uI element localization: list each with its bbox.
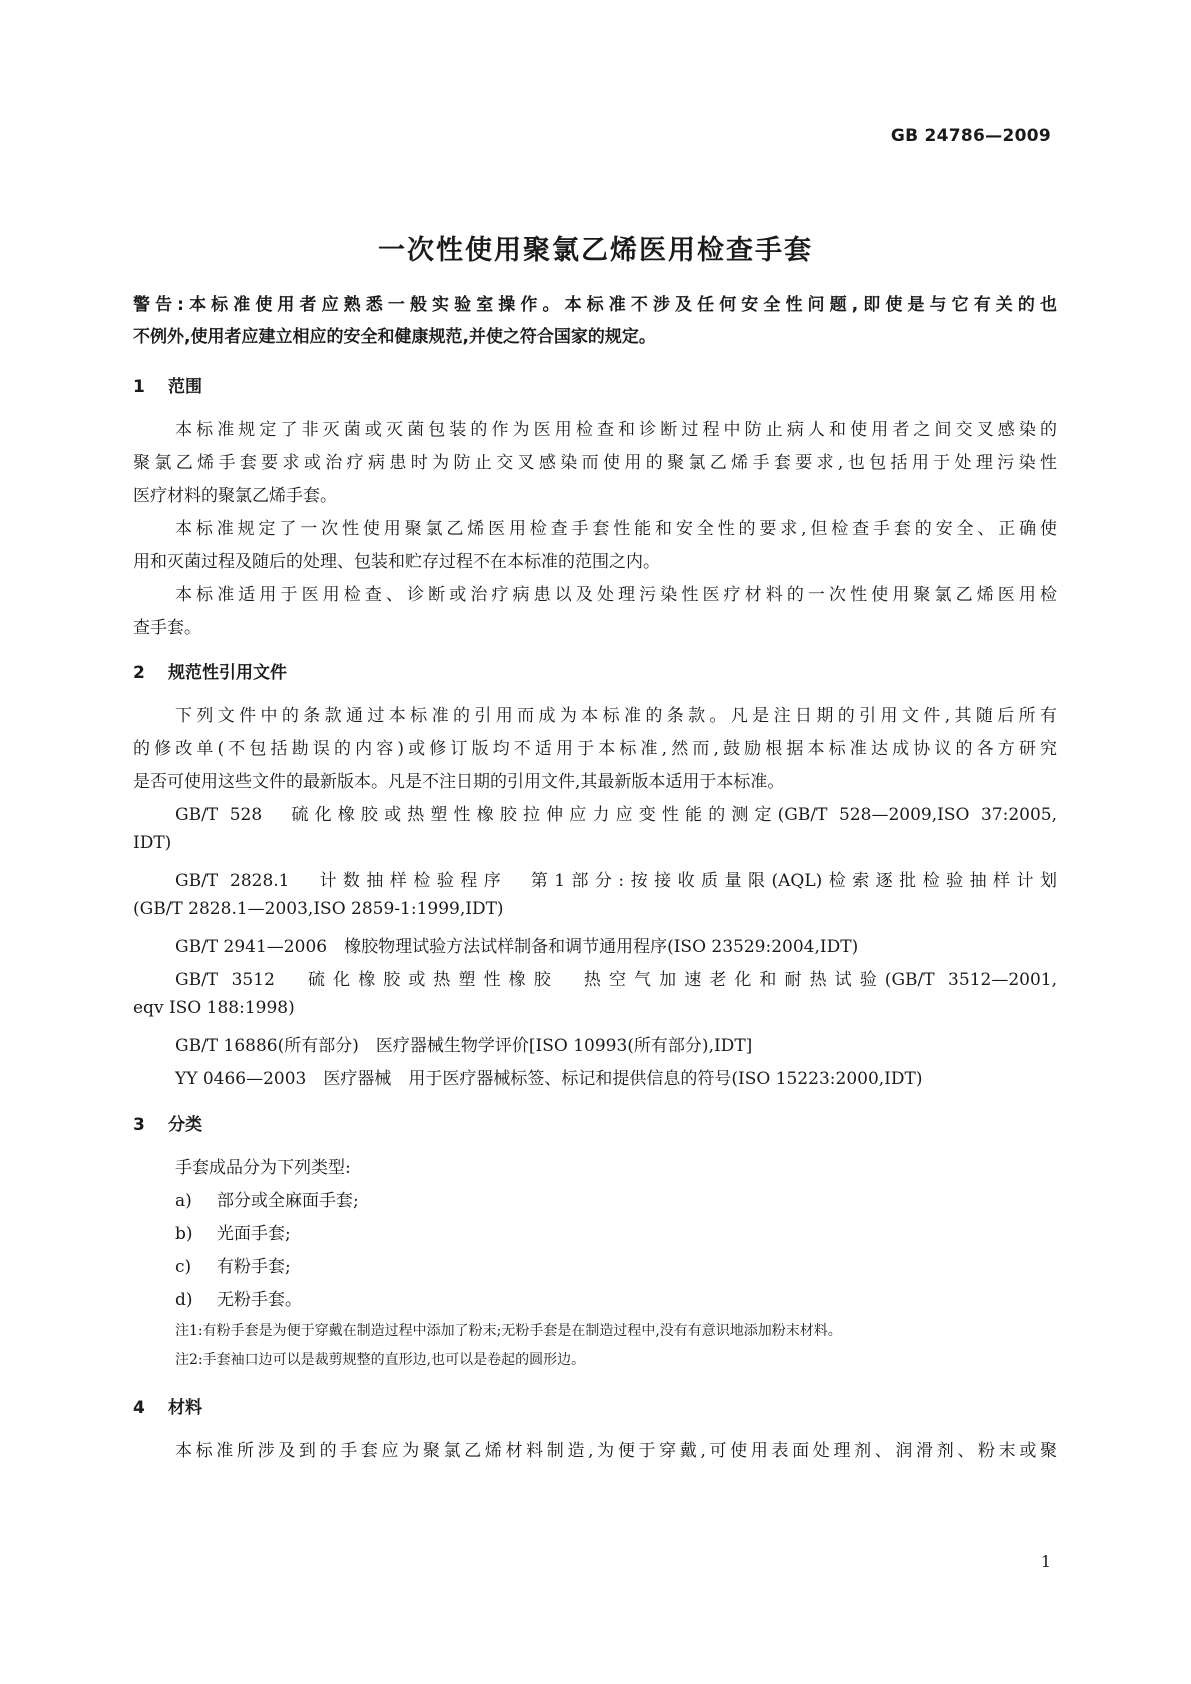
paragraph-line: 查手套。	[133, 618, 201, 638]
paragraph-line: 医疗材料的聚氯乙烯手套。	[133, 486, 337, 506]
paragraph-line: 用和灭菌过程及随后的处理、包装和贮存过程不在本标准的范围之内。	[133, 552, 660, 572]
reference-line: GB/T 2941—2006 橡胶物理试验方法试样制备和调节通用程序(ISO 23529:2004,IDT)	[175, 937, 859, 957]
paragraph-line: 的修改单(不包括勘误的内容)或修订版均不适用于本标准,然而,鼓励根据本标准达成协议的各方研究	[133, 739, 1057, 759]
reference-line: eqv ISO 188:1998)	[133, 998, 295, 1018]
list-item-text: 光面手套;	[217, 1224, 291, 1244]
section-title: 范围	[168, 377, 202, 397]
list-item-text: 部分或全麻面手套;	[217, 1191, 359, 1211]
reference-line: GB/T 3512 硫化橡胶或热塑性橡胶 热空气加速老化和耐热试验(GB/T 3512—2001,	[175, 970, 1057, 990]
list-item-label: d)	[175, 1290, 193, 1310]
note: 注2:手套袖口边可以是裁剪规整的直形边,也可以是卷起的圆形边。	[175, 1352, 586, 1368]
section-heading-scope	[133, 372, 202, 397]
section-heading-materials	[133, 1393, 202, 1418]
note: 注1:有粉手套是为便于穿戴在制造过程中添加了粉末;无粉手套是在制造过程中,没有有意识地添加粉末材料。	[175, 1323, 842, 1339]
page-number: 1	[1040, 1552, 1051, 1571]
reference-line: YY 0466—2003 医疗器械 用于医疗器械标签、标记和提供信息的符号(ISO 15223:2000,IDT)	[175, 1069, 923, 1089]
list-item-text: 无粉手套。	[217, 1290, 302, 1310]
section-title: 材料	[168, 1398, 202, 1418]
paragraph-line: 聚氯乙烯手套要求或治疗病患时为防止交叉感染而使用的聚氯乙烯手套要求,也包括用于处理污染性	[133, 453, 1057, 473]
list-item	[175, 1285, 302, 1310]
section-heading-classification	[133, 1110, 202, 1135]
section-number: 2	[133, 663, 145, 683]
section-heading-normative-references	[133, 658, 287, 683]
reference-line: (GB/T 2828.1—2003,ISO 2859-1:1999,IDT)	[133, 899, 504, 919]
section-number: 1	[133, 377, 145, 397]
section-number: 3	[133, 1115, 145, 1135]
reference-line: GB/T 2828.1 计数抽样检验程序 第1部分:按接收质量限(AQL)检索逐批检验抽样计划	[175, 871, 1057, 891]
list-item-text: 有粉手套;	[217, 1257, 291, 1277]
reference-line: GB/T 16886(所有部分) 医疗器械生物学评价[ISO 10993(所有部分),IDT]	[175, 1036, 753, 1056]
paragraph-line: 下列文件中的条款通过本标准的引用而成为本标准的条款。凡是注日期的引用文件,其随后所有	[175, 706, 1057, 726]
list-item	[175, 1252, 291, 1277]
list-item-label: b)	[175, 1224, 193, 1244]
document-title: 一次性使用聚氯乙烯医用检查手套	[378, 235, 813, 266]
section-number: 4	[133, 1398, 145, 1418]
list-intro: 手套成品分为下列类型:	[175, 1158, 351, 1178]
section-title: 规范性引用文件	[168, 663, 287, 683]
reference-line: IDT)	[133, 833, 172, 853]
list-item	[175, 1186, 359, 1211]
standard-number: GB 24786—2009	[890, 126, 1051, 146]
list-item-label: a)	[175, 1191, 192, 1211]
paragraph-line: 是否可使用这些文件的最新版本。凡是不注日期的引用文件,其最新版本适用于本标准。	[133, 772, 785, 792]
section-title: 分类	[168, 1115, 202, 1135]
warning-line: 警告:本标准使用者应熟悉一般实验室操作。本标准不涉及任何安全性问题,即使是与它有关的也	[133, 295, 1057, 315]
paragraph-line: 本标准适用于医用检查、诊断或治疗病患以及处理污染性医疗材料的一次性使用聚氯乙烯医用检	[175, 585, 1057, 605]
reference-line: GB/T 528 硫化橡胶或热塑性橡胶拉伸应力应变性能的测定(GB/T 528—2009,ISO 37:2005,	[175, 805, 1057, 825]
warning-line: 不例外,使用者应建立相应的安全和健康规范,并使之符合国家的规定。	[133, 327, 656, 347]
paragraph-line: 本标准规定了非灭菌或灭菌包装的作为医用检查和诊断过程中防止病人和使用者之间交叉感染的	[175, 420, 1057, 440]
paragraph-line: 本标准所涉及到的手套应为聚氯乙烯材料制造,为便于穿戴,可使用表面处理剂、润滑剂、粉末或聚	[175, 1441, 1057, 1461]
paragraph-line: 本标准规定了一次性使用聚氯乙烯医用检查手套性能和安全性的要求,但检查手套的安全、正确使	[175, 519, 1057, 539]
list-item-label: c)	[175, 1257, 192, 1277]
list-item	[175, 1219, 291, 1244]
